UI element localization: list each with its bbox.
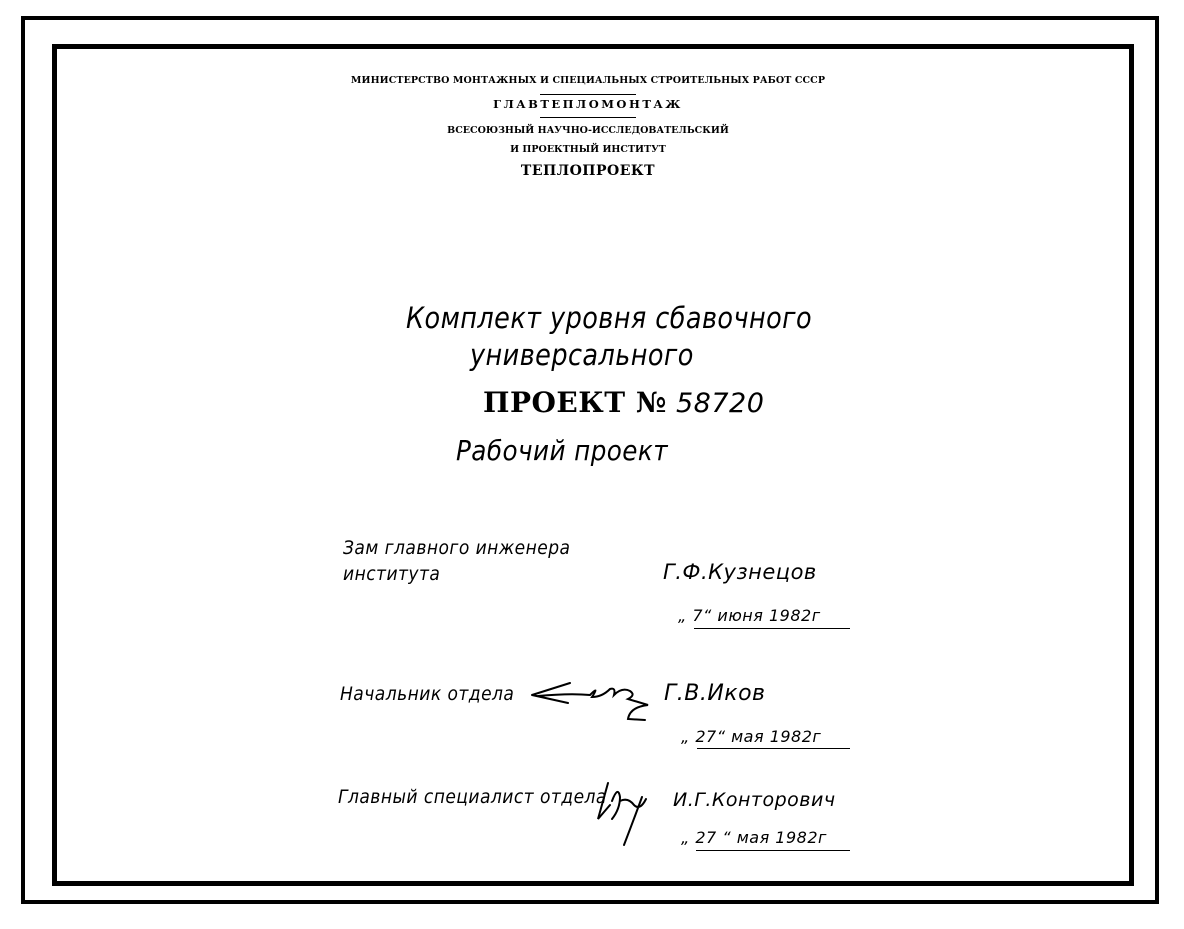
document-title-line-2: универсального [470, 338, 694, 372]
header-rule-top [540, 94, 636, 95]
signatory-1-name: Г.Ф.Кузнецов [663, 560, 817, 584]
signatory-2-date: „ 27“ мая 1982г [681, 727, 822, 746]
institute-name: ТЕПЛОПРОЕКТ [520, 163, 656, 179]
signatory-3-date: „ 27 “ мая 1982г [681, 828, 827, 847]
project-number: 58720 [676, 388, 765, 419]
institute-line-1: ВСЕСОЮЗНЫЙ НАУЧНО-ИССЛЕДОВАТЕЛЬСКИЙ [447, 125, 729, 136]
signatory-3-date-underline [696, 850, 850, 851]
header-rule-bottom [540, 117, 636, 118]
project-label: ПРОЕКТ № [483, 386, 667, 419]
signatory-2-date-underline [697, 748, 850, 749]
institute-line-2: И ПРОЕКТНЫЙ ИНСТИТУТ [510, 144, 666, 155]
signatory-1-role-line-1: Зам главного инженера [343, 537, 571, 559]
signatory-1-role-line-2: института [343, 563, 441, 585]
signatory-3-name: И.Г.Конторович [673, 789, 836, 811]
document-title-line-1: Комплект уровня сбавочного [406, 301, 813, 335]
signatory-1-date-underline [694, 628, 850, 629]
signatory-2-role: Начальник отдела [340, 683, 515, 705]
glavk-heading: ГЛАВТЕПЛОМОНТАЖ [493, 97, 683, 111]
signatory-2-signature [530, 675, 655, 725]
signatory-3-role: Главный специалист отдела [338, 786, 607, 808]
ministry-heading: МИНИСТЕРСТВО МОНТАЖНЫХ И СПЕЦИАЛЬНЫХ СТРОИТЕЛЬНЫХ РАБОТ СССР [350, 75, 826, 86]
signatory-3-signature [590, 775, 660, 850]
project-stage: Рабочий проект [456, 434, 669, 467]
signatory-1-date: „ 7“ июня 1982г [678, 606, 821, 625]
signatory-2-name: Г.В.Иков [664, 681, 766, 706]
